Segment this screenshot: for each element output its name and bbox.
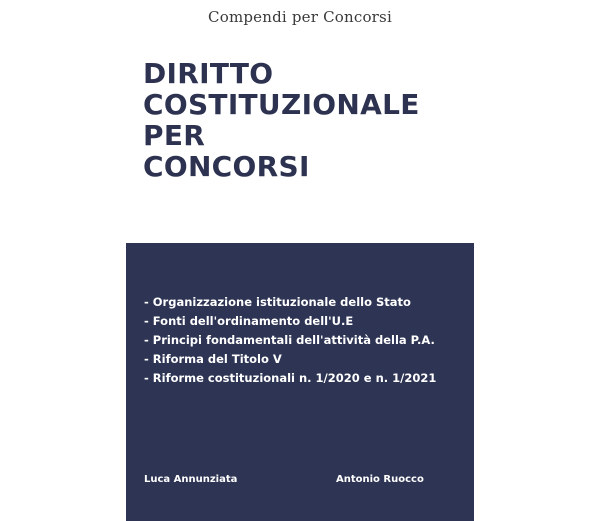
- topic-item: - Fonti dell'ordinamento dell'U.E: [144, 314, 354, 328]
- topic-item: - Organizzazione istituzionale dello Stato: [144, 295, 411, 309]
- author-name: Antonio Ruocco: [336, 474, 424, 485]
- title-line: PER: [143, 119, 206, 152]
- topic-item: - Riforma del Titolo V: [144, 352, 282, 366]
- series-name: Compendi per Concorsi: [208, 8, 392, 26]
- title-line: DIRITTO: [143, 57, 274, 90]
- topics-list: [144, 293, 436, 388]
- title-line: COSTITUZIONALE: [143, 88, 420, 121]
- author-name: Luca Annunziata: [144, 474, 238, 485]
- topic-item: - Principi fondamentali dell'attività della P.A.: [144, 333, 435, 347]
- topic-item: - Riforme costituzionali n. 1/2020 e n. 1/2021: [144, 371, 437, 385]
- book-title: [143, 58, 463, 182]
- title-line: CONCORSI: [143, 150, 310, 183]
- contents-panel: [126, 243, 474, 521]
